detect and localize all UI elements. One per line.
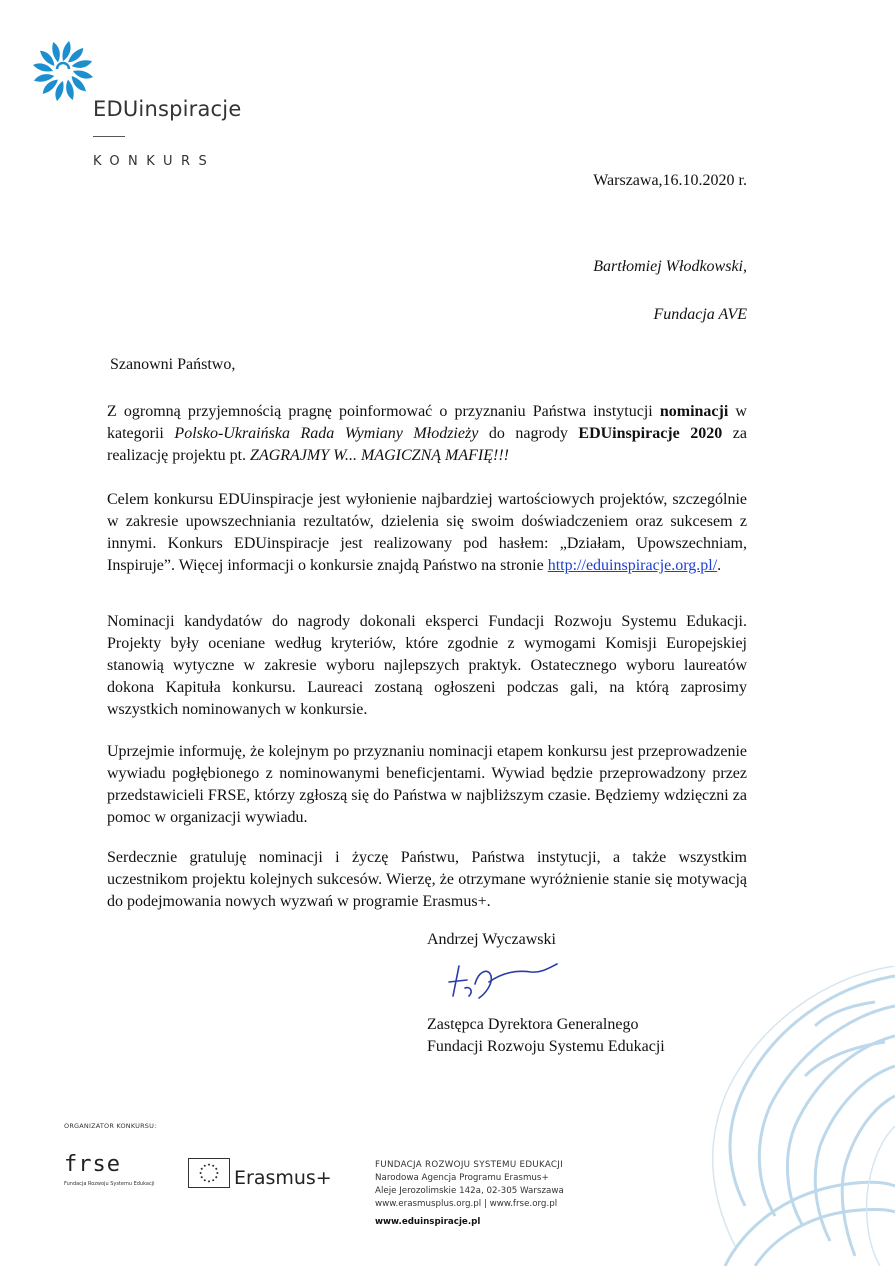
contest-website-link[interactable]: http://eduinspiracje.org.pl/	[547, 557, 718, 574]
p2-end: .	[717, 557, 722, 574]
signer-title-line1: Zastępca Dyrektora Generalnego	[427, 1016, 639, 1033]
footer-address: Aleje Jerozolimskie 142a, 02-305 Warszawa	[375, 1186, 564, 1196]
logo-title: EDUinspiracje	[93, 97, 242, 121]
footer-contest-website: www.eduinspiracje.pl	[375, 1217, 481, 1227]
handwritten-signature	[445, 958, 565, 1008]
logo-divider	[93, 136, 125, 137]
erasmus-logo-text: Erasmus+	[234, 1167, 332, 1189]
p1-text-c: w kategorii	[107, 403, 747, 442]
recipient-organization: Fundacja AVE	[653, 306, 747, 323]
signer-name: Andrzej Wyczawski	[427, 931, 556, 948]
organizer-label: ORGANIZATOR KONKURSU:	[64, 1122, 157, 1130]
paragraph-congratulations: Serdecznie gratuluję nominacji i życzę Państwu, Państwa instytucji, a także wszystkim uczestnikom projektu kolejnych sukcesów. Wierzę, że otrzymane wyróżnienie stanie się motywacją do podejmowania nowych wyzwań w programie Erasmus+.	[107, 849, 747, 910]
paragraph-nominations: Nominacji kandydatów do nagrody dokonali eksperci Fundacji Rozwoju Systemu Edukacji. Projekty były oceniane według kryteriów, które zgodnie z wymogami Komisji Europejskiej stanowią wytyczne w zakresie wyboru najlepszych praktyk. Ostatecznego wyboru laureatów dokona Kapituła konkursu. Laureaci zostaną ogłoszeni podczas gali, na którą zaprosimy wszystkich nominowanych w konkursie.	[107, 613, 747, 718]
p2-text: Celem konkursu EDUinspiracje jest wyłonienie najbardziej wartościowych projektów, szczególnie w zakresie upowszechniania rezultatów, dzielenia się swoim doświadczeniem oraz sukcesem z innymi. Konkurs EDUinspiracje jest realizowany pod hasłem: „Działam, Upowszechniam, Inspiruje”. Więcej informacji o konkursie znajdą Państwo na stronie	[107, 491, 747, 574]
footer-agency: Narodowa Agencja Programu Erasmus+	[375, 1173, 549, 1183]
p1-award-name: EDUinspiracje 2020	[578, 425, 723, 442]
paragraph-interview: Uprzejmie informuję, że kolejnym po przyznaniu nominacji etapem konkursu jest przeprowadzenie wywiadu pogłębionego z nominowanymi beneficjentami. Wywiad będzie przeprowadzony przez przedstawicieli FRSE, którzy zgłoszą się do Państwa w najbliższym czasie. Będziemy wdzięczni za pomoc w organizacji wywiadu.	[107, 743, 747, 826]
eu-flag-icon	[188, 1158, 230, 1188]
p1-text-e: do nagrody	[478, 425, 579, 442]
salutation: Szanowni Państwo,	[110, 356, 236, 373]
paragraph-nomination	[107, 401, 747, 467]
recipient-name: Bartłomiej Włodkowski,	[593, 258, 747, 275]
frse-logo: frse	[64, 1152, 121, 1177]
p1-nomination-word: nominacji	[659, 403, 729, 420]
decorative-swirl-graphic	[575, 966, 895, 1266]
p1-text-a: Z ogromną przyjemnością pragnę poinformować o przyznaniu Państwa instytucji	[107, 403, 660, 420]
letter-date: Warszawa,16.10.2020 r.	[593, 172, 747, 189]
eduinspiracje-logo-icon	[32, 40, 94, 102]
paragraph-contest-goal	[107, 489, 747, 577]
signer-title-line2: Fundacji Rozwoju Systemu Edukacji	[427, 1038, 665, 1055]
p1-project-title: ZAGRAJMY W... MAGICZNĄ MAFIĘ!!!	[250, 447, 509, 464]
logo-subtitle: KONKURS	[93, 154, 216, 169]
footer-foundation-name: FUNDACJA ROZWOJU SYSTEMU EDUKACJI	[375, 1160, 564, 1170]
frse-logo-caption: Fundacja Rozwoju Systemu Edukacji	[64, 1181, 155, 1187]
footer-websites: www.erasmusplus.org.pl | www.frse.org.pl	[375, 1199, 558, 1209]
p1-category: Polsko-Ukraińska Rada Wymiany Młodzieży	[174, 425, 479, 442]
p1-text-g: za realizację projektu pt.	[107, 425, 748, 464]
